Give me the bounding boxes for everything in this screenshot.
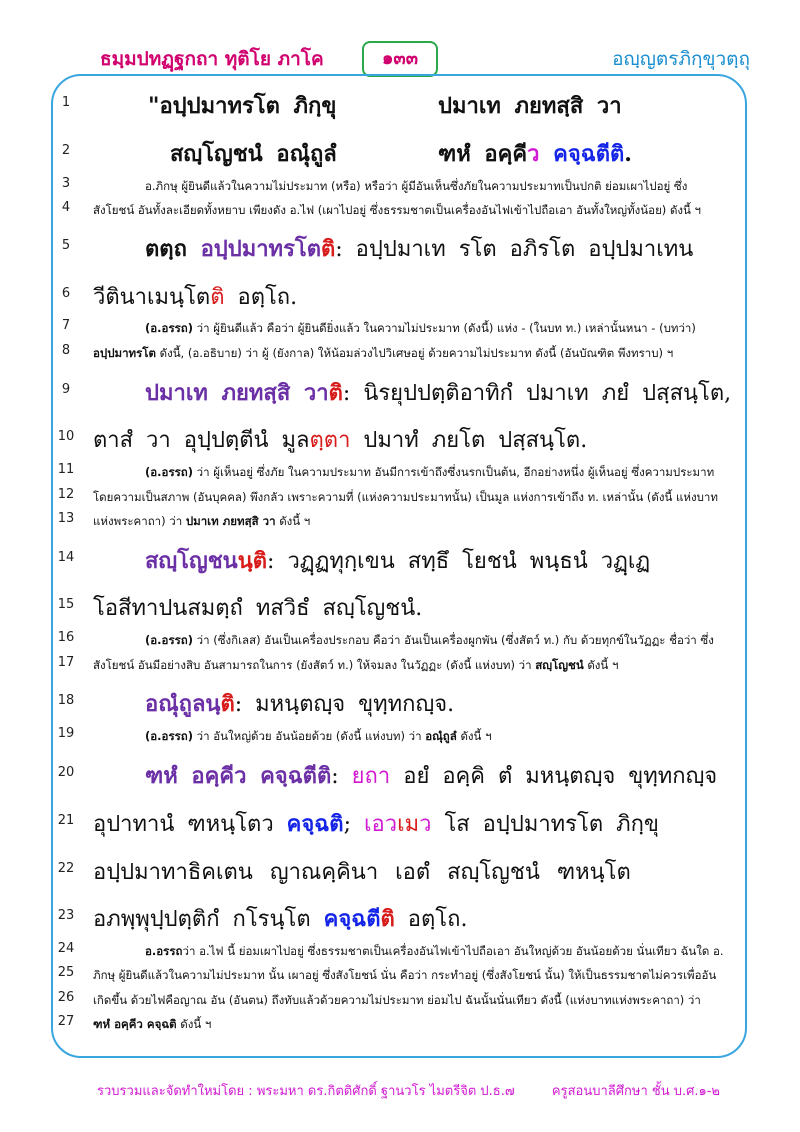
verse-text: . — [624, 141, 632, 167]
headword-purple: อปฺปมาทรโต — [200, 236, 321, 262]
line-number: 22 — [57, 861, 75, 876]
label-bold: (อ.อรรถ) — [145, 321, 194, 335]
commentary-text: ตาสํ วา อุปฺปตฺตีนํ มูล — [93, 428, 310, 453]
translation-text: ว่า (ซึ่งกิเลส) อันเป็นเครื่องประกอบ คือว่า อันเป็นเครื่องผูกพัน (ซึ่งสัตว์ ท.) กับ ด้วยทุกข์ในวัฏฏะ ชื่อว่า ซึ่ง — [193, 633, 714, 647]
commentary-text: ; — [343, 812, 364, 837]
headword-purple: สญฺโญชน — [145, 548, 238, 574]
translation-line-26: เกิดขึ้น ด้วยไฟคือญาณ อัน (อันตน) ถึงทับแล้วด้วยความไม่ประมาท ย่อมไป ฉันนั้นนั่นเทียว ดังนี้ (แห่งบาทแห่งพระคาถา) ว่า — [93, 993, 701, 1007]
translation-text: ดังนี้, (อ.อธิบาย) ว่า ผู้ (ยังกาล) ให้น้อมล่วงไปวิเศษอยู่ ด้วยความไม่ประมาท ดังนี้ (อันบัณฑิต พึงทราบ) ฯ — [155, 346, 674, 360]
headword-suffix-red: ติ — [328, 380, 343, 406]
commentary-text: วีตินาเมนฺโต — [93, 285, 211, 310]
commentary-line-9 — [145, 375, 731, 410]
commentary-text: ตตฺถ — [145, 236, 201, 262]
highlight-magenta: เอว — [363, 812, 398, 837]
term-bold: อณุํถูลํ — [425, 729, 457, 743]
translation-line-4: สังโยชน์ อันทั้งละเอียดทั้งหยาบ เพียงดัง อ.ไฟ (เผาไปอยู่ ซึ่งธรรมชาตเป็นเครื่องอันไฟเข้าไปถือเอา อันทั้งใหญ่ทั้งน้อย) ดังนี้ ฯ — [93, 203, 702, 217]
line-number: 21 — [57, 813, 75, 828]
line-number: 15 — [57, 597, 75, 612]
commentary-text: อภพฺพุปฺปตฺติกํ กโรนฺโต — [93, 907, 324, 932]
page-number-badge: ๑๓๓ — [362, 41, 438, 77]
line-number: 13 — [57, 511, 75, 526]
verse-text: "อปฺปมาทรโต ภิกฺขุ — [148, 93, 337, 119]
headword-suffix-red: นฺติ — [237, 548, 268, 574]
translation-line-7 — [145, 320, 696, 338]
spacer — [539, 141, 553, 167]
line-number: 8 — [61, 343, 71, 358]
commentary-line-10 — [93, 422, 587, 457]
headword-purple: อณุํถูลน — [145, 691, 221, 717]
term-bold: อปฺปมาทรโต — [93, 346, 156, 360]
translation-text: ว่า อันใหญ่ด้วย อันน้อยด้วย (ดังนี้ แห่งบท) ว่า — [193, 729, 426, 743]
commentary-text: : — [331, 764, 352, 789]
commentary-line-23 — [93, 901, 467, 936]
highlight-red: เม — [397, 812, 420, 837]
translation-line-3: อ.ภิกษุ ผู้ยินดีแล้วในความไม่ประมาท (หรือ) หรือว่า ผู้มีอันเห็นซึ่งภัยในความประมาทเป็นปกติ ย่อมเผาไปอยู่ ซึ่ง — [145, 179, 688, 193]
line-number: 27 — [57, 1014, 75, 1029]
line-number: 18 — [57, 693, 75, 708]
header-title-left: ธมฺมปทฏฺฐกถา ทุติโย ภาโค — [100, 48, 324, 70]
highlight-magenta: ว — [419, 812, 432, 837]
line-number: 5 — [61, 238, 71, 253]
commentary-text: : มหนฺตญฺจ ขุทฺทกญฺจ. — [234, 692, 455, 717]
line-number: 19 — [57, 726, 75, 741]
line-number: 9 — [61, 382, 71, 397]
label-bold: (อ.อรรถ) — [145, 729, 194, 743]
line-number: 16 — [57, 630, 75, 645]
line-number: 23 — [57, 908, 75, 923]
footer-teacher: ครูสอนบาลีศึกษา ชั้น บ.ศ.๑-๒ — [551, 1084, 720, 1099]
translation-line-11 — [145, 464, 714, 482]
translation-text: ดังนี้ ฯ — [275, 514, 311, 528]
line-number: 14 — [57, 550, 75, 565]
commentary-line-14 — [145, 543, 650, 578]
commentary-text: อุปาทานํ ฑหนฺโตว — [93, 812, 287, 837]
line-number: 17 — [57, 655, 75, 670]
line-number: 11 — [57, 462, 75, 477]
commentary-text: : อปฺปมาเท รโต อภิรโต อปฺปมาเทน — [335, 237, 694, 262]
verse-line-1 — [148, 88, 336, 123]
line-number: 7 — [61, 318, 71, 333]
translation-line-12: โดยความเป็นสภาพ (อันบุคคล) พึงกลัว เพราะความที่ (แห่งความประมาทนั้น) เป็นมูล แห่งการเข้าถึง ท. เหล่านั้น (ดังนี้ แห่งบาท — [93, 490, 718, 504]
line-number: 12 — [57, 487, 75, 502]
line-number: 10 — [57, 429, 75, 444]
highlight-blue: คจฺฉตีติ — [553, 141, 625, 167]
line-number: 24 — [57, 941, 75, 956]
verse-text: สญฺโญชนํ อณุํถูลํ — [170, 141, 337, 167]
translation-line-13 — [93, 513, 310, 531]
translation-text: สังโยชน์ อันมีอย่างสิบ อันสามารถในการ (ยังสัตว์ ท.) ให้จมลง ในวัฏฏะ (ดังนี้ แห่งบท) ว่า — [93, 658, 536, 672]
line-number: 6 — [61, 286, 71, 301]
headword-purple: ปมาเท ภยทสฺสิ วา — [145, 380, 329, 406]
header-title-right: อญฺญตรภิกฺขุวตฺถุ — [612, 48, 750, 70]
highlight-magenta: ยถา — [351, 764, 391, 789]
translation-text: แห่งพระคาถา) ว่า — [93, 514, 186, 528]
translation-line-16 — [145, 632, 714, 650]
commentary-text: อตฺโถ. — [224, 285, 298, 310]
line-number: 3 — [61, 176, 71, 191]
commentary-text: อตฺโถ. — [394, 907, 468, 932]
suffix-red: ติ — [210, 285, 225, 310]
label-bold: (อ.อรรถ) — [145, 465, 194, 479]
verse-line-2 — [170, 136, 337, 171]
label-bold: อ.อรรถ — [145, 944, 183, 958]
line-number: 20 — [57, 765, 75, 780]
translation-text: ดังนี้ ฯ — [176, 1017, 212, 1031]
line-number: 1 — [61, 95, 71, 110]
commentary-text: : นิรยุปปตฺติอาทิกํ ปมาเท ภยํ ปสฺสนฺโต, — [342, 381, 732, 406]
commentary-line-22: อปฺปมาทาธิคเตน ญาณคฺคินา เอตํ สญฺโญชนํ ฑหนฺโต — [93, 860, 631, 885]
verse-line-1-second-half — [438, 88, 622, 123]
commentary-line-21 — [93, 806, 659, 841]
term-bold: ปมาเท ภยทสฺสิ วา — [185, 514, 276, 528]
line-number: 25 — [57, 965, 75, 980]
headword-purple: ฑหํ อคฺคีว คจฺฉตีติ — [145, 763, 332, 789]
line-number: 26 — [57, 990, 75, 1005]
translation-text: ว่า อ.ไฟ นี้ ย่อมเผาไปอยู่ ซึ่งธรรมชาตเป็นเครื่องอันไฟเข้าไปถือเอา อันใหญ่ด้วย อันน้อยด้วย นั่นเทียว ฉันใด อ. — [182, 944, 724, 958]
suffix-red: ติ — [380, 906, 395, 932]
highlight-blue: คจฺฉติ — [286, 811, 344, 837]
commentary-line-5 — [145, 231, 693, 266]
commentary-text: อยํ อคฺคิ ตํ มหนฺตญฺจ ขุทฺทกญฺจ — [390, 764, 718, 789]
commentary-line-6 — [93, 279, 297, 314]
headword-suffix-red: ฺติ — [220, 691, 235, 717]
translation-line-25: ภิกษุ ผู้ยินดีแล้วในความไม่ประมาท นั้น เผาอยู่ ซึ่งสังโยชน์ นั่น คือว่า กระทำอยู่ (ซึ่งสังโยชน์ นั้น) ให้เป็นธรรมชาตไม่ควรเพื่ออัน — [93, 968, 717, 982]
commentary-line-15: โอสีทาปนสมตฺถํ ทสวิธํ สญฺโญชนํ. — [93, 596, 423, 621]
commentary-text: : วฏฺฏทุกฺเขน สทฺธึ โยชนํ พนฺธนํ วฏฺเฏ — [267, 549, 651, 574]
commentary-line-18 — [145, 686, 454, 721]
translation-line-19 — [145, 728, 492, 746]
translation-line-17 — [93, 657, 618, 675]
commentary-line-20 — [145, 758, 717, 793]
line-number: 2 — [61, 143, 71, 158]
translation-line-8 — [93, 345, 673, 363]
translation-text: ดังนี้ ฯ — [456, 729, 492, 743]
term-bold: ฑหํ อคฺคีว คจฺฉติ — [93, 1017, 177, 1031]
line-number: 4 — [61, 200, 71, 215]
translation-text: ดังนี้ ฯ — [583, 658, 619, 672]
suffix-red: ตฺตา — [309, 428, 351, 453]
highlight-magenta: ว — [527, 141, 540, 167]
commentary-text: ปมาทํ ภยโต ปสฺสนฺโต. — [350, 428, 588, 453]
highlight-blue: ตี — [366, 906, 381, 932]
translation-line-27 — [93, 1016, 211, 1034]
label-bold: (อ.อรรถ) — [145, 633, 194, 647]
footer-compiler: รวบรวมและจัดทำใหม่โดย : พระมหา ดร.กิตติศักดิ์ ฐานวโร ไมตรีจิต ป.ธ.๗ — [97, 1084, 515, 1099]
verse-line-2-second-half — [438, 136, 632, 171]
translation-text: ว่า ผู้เห็นอยู่ ซึ่งภัย ในความประมาท อันมีการเข้าถึงซึ่งนรกเป็นต้น, อีกอย่างหนึ่ง ผู้เห็นอยู่ ซึ่งความประมาท — [193, 465, 715, 479]
translation-line-24 — [145, 943, 724, 961]
verse-text: ฑหํ อคฺคี — [438, 141, 528, 167]
highlight-blue: คจฺฉ — [323, 906, 367, 932]
headword-suffix-red: ติ — [320, 236, 336, 262]
term-bold: สญฺโญชนํ — [535, 658, 584, 672]
verse-text: ปมาเท ภยทสฺสิ วา — [438, 93, 622, 119]
translation-text: ว่า ผู้ยินดีแล้ว คือว่า ผู้ยินดียิ่งแล้ว ในความไม่ประมาท (ดังนี้) แห่ง - (ในบท ท.) เหล่านั้นหนา - (บทว่า) — [193, 321, 696, 335]
commentary-text: โส อปฺปมาทรโต ภิกฺขุ — [431, 812, 659, 837]
